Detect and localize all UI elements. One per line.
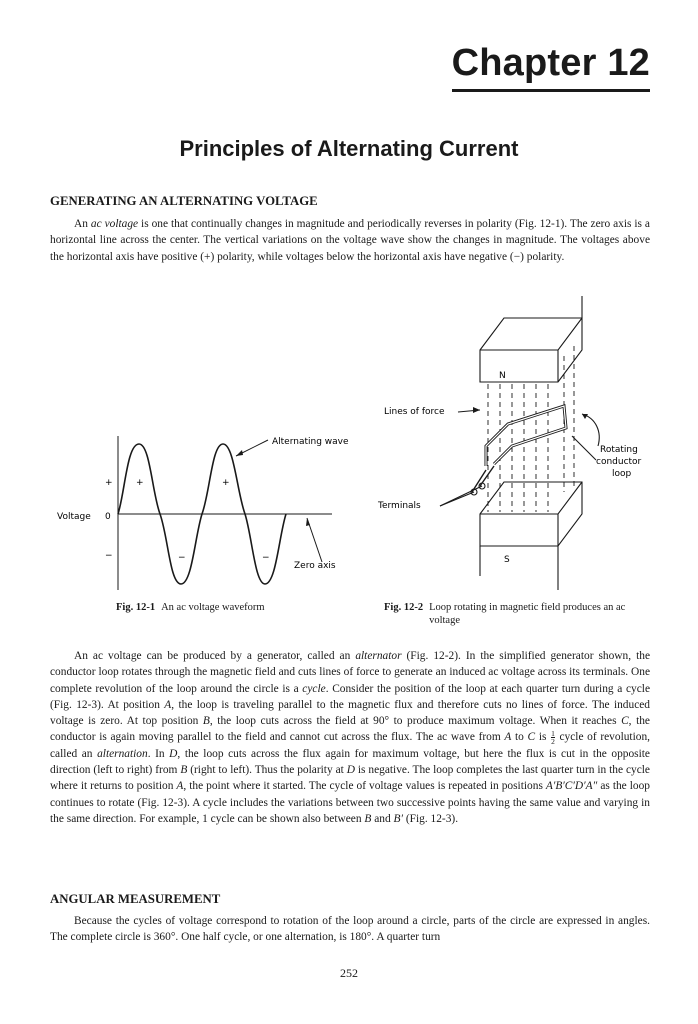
positions-primed: A′B′C′D′A″ <box>545 780 598 793</box>
caption-label: Fig. 12-1 <box>116 602 156 613</box>
paragraph-ac-voltage <box>50 216 650 265</box>
label-south: S <box>504 555 510 565</box>
position-b: B <box>202 715 210 728</box>
position-a: A <box>176 780 184 793</box>
label-rotating: Rotating <box>600 445 638 455</box>
ac-waveform-diagram <box>50 430 350 600</box>
label-alternating-wave: Alternating wave <box>272 437 349 447</box>
position-b: B <box>364 812 372 825</box>
term-alternation: alternation <box>97 747 148 760</box>
text: , the loop cuts across the flux again for maximum voltage, but here the flux is cut in the opposite direction (left to right) from <box>50 747 650 777</box>
position-a: A <box>504 731 512 744</box>
text: (Fig. 12-2). In the simplified generator shown, the conductor loop rotates through the magnetic field and cuts lines of force to generate an induced ac voltage across its terminals. One complete revolution of the loop around the circle is a <box>50 650 650 695</box>
term-alternator: alternator <box>355 650 402 662</box>
label-loop: loop <box>612 469 632 479</box>
arrowhead <box>306 518 310 526</box>
position-c: C <box>621 715 629 728</box>
position-b-prime: B′ <box>393 812 403 825</box>
label-plus-1: + <box>136 478 144 488</box>
text: , the loop cuts across the field at 90° to produce maximum voltage. When it reaches <box>209 715 622 728</box>
text: is <box>535 731 551 744</box>
fraction-numerator: 1 <box>551 729 555 739</box>
label-minus-axis: − <box>105 551 113 561</box>
caption-fig-12-2 <box>384 601 650 627</box>
label-minus-2: − <box>262 553 270 563</box>
position-d: D <box>346 764 355 777</box>
figure-12-2 <box>376 296 666 596</box>
text: cycle of revolution, called an <box>50 731 650 760</box>
caption-fig-12-1 <box>116 601 265 614</box>
text: is negative. The loop completes the last quarter turn in the cycle where it returns to position <box>50 764 650 793</box>
term-ac-voltage: ac voltage <box>90 218 139 230</box>
section-heading-generating: GENERATING AN ALTERNATING VOLTAGE <box>50 194 318 208</box>
chapter-heading: Chapter 12 <box>452 42 650 92</box>
text: , the conductor is again moving parallel to the field and cannot cut across the flux. The ac wave from <box>50 715 650 744</box>
text: An ac voltage can be produced by a generator, called an <box>74 650 356 662</box>
text: . Consider the position of the loop at each quarter turn during a cycle (Fig. 12-3). At position <box>50 682 650 711</box>
page-title: Principles of Alternating Current <box>179 136 519 161</box>
caption-label: Fig. 12-2 <box>384 602 424 613</box>
text: to <box>511 731 528 744</box>
text: , the loop is traveling parallel to the magnetic flux and therefore cuts no lines of force. The induced voltage is zero. At top position <box>50 698 650 728</box>
text: (right to left). Thus the polarity at <box>187 764 347 777</box>
text: An <box>74 218 91 230</box>
label-terminals: Terminals <box>378 501 421 511</box>
label-zero: 0 <box>105 512 111 522</box>
position-a: A <box>164 698 172 711</box>
caption-text: An ac voltage waveform <box>161 602 265 613</box>
text: as the loop continues to rotate (Fig. 12-3). A cycle includes the variations between two successive points having the same value and varying in the same direction. For example, 1 cycle can be shown also between <box>50 780 650 825</box>
label-zero-axis: Zero axis <box>294 561 336 571</box>
caption-text: Loop rotating in magnetic field produces an ac voltage <box>429 602 626 626</box>
section-heading-angular: ANGULAR MEASUREMENT <box>50 892 221 906</box>
position-b: B <box>180 764 188 777</box>
arrowhead <box>236 450 243 456</box>
label-north: N <box>499 371 506 381</box>
fraction-one-half <box>551 730 555 745</box>
label-plus-axis: + <box>105 478 113 488</box>
text: , the point where it started. The cycle of voltage values is repeated in positions <box>183 780 546 793</box>
paragraph-angular: Because the cycles of voltage correspond to rotation of the loop around a circle, parts of the circle are expressed in angles. The complete circle is 360°. One half cycle, or one alternation, is 180°. A quarter turn <box>50 915 650 944</box>
label-conductor: conductor <box>596 457 642 467</box>
text: . In <box>147 747 170 760</box>
label-voltage: Voltage <box>57 512 91 522</box>
rotating-loop <box>486 406 566 466</box>
label-lines-of-force: Lines of force <box>384 407 445 417</box>
term-cycle: cycle <box>302 682 326 695</box>
fraction-denominator: 2 <box>551 737 555 747</box>
label-plus-2: + <box>222 478 230 488</box>
text: (Fig. 12-3). <box>402 812 459 825</box>
generator-diagram <box>376 296 666 596</box>
rotation-arrow <box>582 414 599 446</box>
page-number: 252 <box>340 966 358 980</box>
text: is one that continually changes in magnitude and periodically reverses in polarity (Fig. 12-1). The zero axis is a horizontal line across the center. The vertical variations on the voltage wave show the changes in magnitude. The voltages above the horizontal axis have positive (+) polarity, while voltages below the horizontal axis have negative (−) polarity. <box>50 218 650 263</box>
paragraph-alternator <box>50 648 650 827</box>
figure-12-1 <box>50 430 350 600</box>
position-d: D <box>169 747 178 760</box>
arrowhead <box>473 407 480 413</box>
label-minus-1: − <box>178 553 186 563</box>
text: and <box>371 812 394 825</box>
position-c: C <box>527 731 536 744</box>
